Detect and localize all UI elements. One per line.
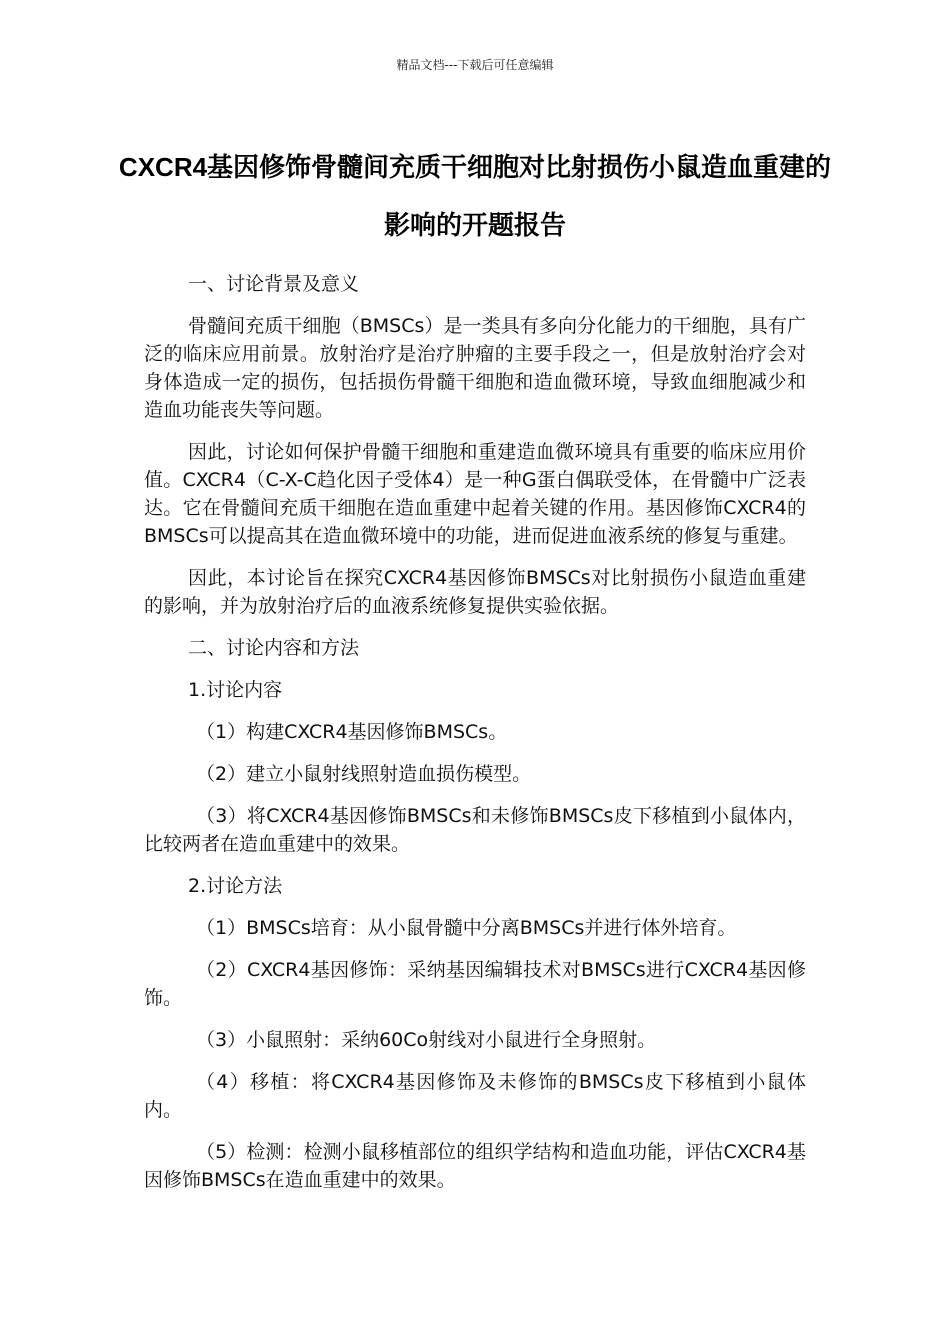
header-note: 精品文档---下载后可任意编辑 xyxy=(396,58,554,72)
document-body xyxy=(144,270,806,1208)
paragraph-3: 因此，本讨论旨在探究CXCR4基因修饰BMSCs对比射损伤小鼠造血重建的影响，并为放射治疗后的血液系统修复提供实验依据。 xyxy=(144,567,806,617)
section-heading-content-methods: 二、讨论内容和方法 xyxy=(188,637,360,659)
content-item-3: （3）将CXCR4基因修饰BMSCs和未修饰BMSCs皮下移植到小鼠体内，比较两者在造血重建中的效果。 xyxy=(144,805,806,855)
section-heading-background: 一、讨论背景及意义 xyxy=(188,273,360,295)
subheading-methods: 2.讨论方法 xyxy=(188,875,283,897)
method-item-4: （4）移植：将CXCR4基因修饰及未修饰的BMSCs皮下移植到小鼠体内。 xyxy=(144,1071,806,1121)
paragraph-1: 骨髓间充质干细胞（BMSCs）是一类具有多向分化能力的干细胞，具有广泛的临床应用前景。放射治疗是治疗肿瘤的主要手段之一，但是放射治疗会对身体造成一定的损伤，包括损伤骨髓干细胞和造血微环境，导致血细胞减少和造血功能丧失等问题。 xyxy=(144,315,806,421)
method-item-3: （3）小鼠照射：采纳60Co射线对小鼠进行全身照射。 xyxy=(196,1029,657,1051)
method-item-5: （5）检测：检测小鼠移植部位的组织学结构和造血功能，评估CXCR4基因修饰BMSCs在造血重建中的效果。 xyxy=(144,1141,806,1191)
document-title: CXCR4基因修饰骨髓间充质干细胞对比射损伤小鼠造血重建的影响的开题报告 xyxy=(118,152,832,240)
method-item-2: （2）CXCR4基因修饰：采纳基因编辑技术对BMSCs进行CXCR4基因修饰。 xyxy=(144,959,806,1009)
subheading-content: 1.讨论内容 xyxy=(188,679,283,701)
paragraph-2: 因此，讨论如何保护骨髓干细胞和重建造血微环境具有重要的临床应用价值。CXCR4（C-X-C趋化因子受体4）是一种G蛋白偶联受体，在骨髓中广泛表达。它在骨髓间充质干细胞在造血重建中起着关键的作用。基因修饰CXCR4的BMSCs可以提高其在造血微环境中的功能，进而促进血液系统的修复与重建。 xyxy=(144,441,806,547)
method-item-1: （1）BMSCs培育：从小鼠骨髓中分离BMSCs并进行体外培育。 xyxy=(196,917,737,939)
content-item-1: （1）构建CXCR4基因修饰BMSCs。 xyxy=(196,721,508,743)
content-item-2: （2）建立小鼠射线照射造血损伤模型。 xyxy=(196,763,532,785)
